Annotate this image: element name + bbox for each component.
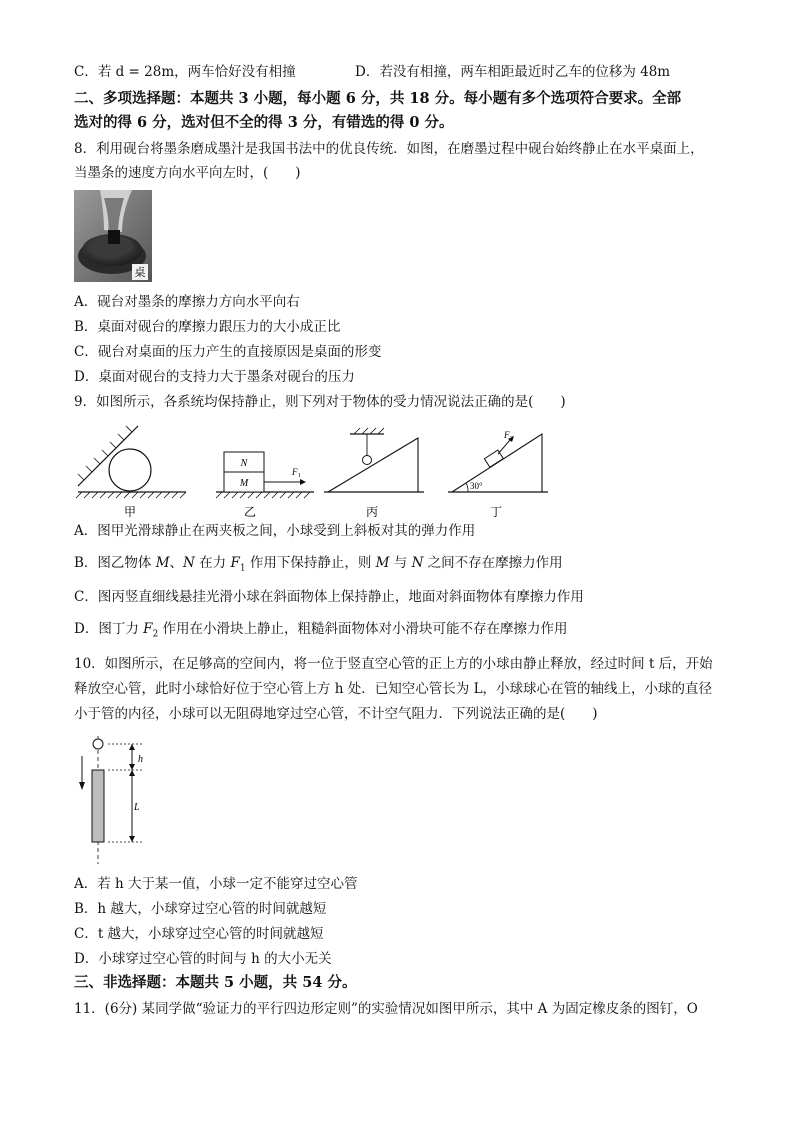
angle-label: 30° bbox=[470, 481, 483, 491]
q8-option-d: D．桌面对砚台的支持力大于墨条对砚台的压力 bbox=[74, 369, 355, 385]
block-m-label: M bbox=[239, 478, 249, 489]
q9-b-var: N bbox=[411, 555, 424, 571]
q9-d-sub: 2 bbox=[152, 629, 159, 640]
q9-b-var: M bbox=[155, 555, 170, 571]
q9-b-var: F bbox=[230, 555, 240, 571]
q9-b-var: M bbox=[375, 555, 390, 571]
q9-figures bbox=[74, 420, 554, 520]
q9-d-text: D．图丁力 bbox=[74, 621, 144, 637]
q9-stem: 9．如图所示，各系统均保持静止，则下列对于物体的受力情况说法正确的是( ) bbox=[74, 394, 566, 410]
q10-stem-line2: 释放空心管，此时小球恰好位于空心管上方 h 处．已知空心管长为 L，小球球心在管的轴线上，小球的直径 bbox=[74, 681, 713, 697]
figure-label-bing: 丙 bbox=[365, 505, 379, 519]
section3-heading: 三、非选择题：本题共 5 小题，共 54 分。 bbox=[74, 974, 357, 991]
q9-b-text: 与 bbox=[389, 555, 412, 571]
q9-b-text: B．图乙物体 bbox=[74, 555, 156, 571]
q11-stem-line1: 11．(6分) 某同学做“验证力的平行四边形定则”的实验情况如图甲所示，其中 A 为固定橡皮条的图钉，O bbox=[74, 1001, 698, 1017]
q10-tube-diagram bbox=[74, 734, 164, 866]
figure-jia bbox=[76, 426, 186, 519]
label-h: h bbox=[138, 754, 143, 765]
section2-heading-line2: 选对的得 6 分，选对但不全的得 3 分，有错选的得 0 分。 bbox=[74, 114, 454, 131]
q10-option-b: B．h 越大，小球穿过空心管的时间就越短 bbox=[74, 901, 327, 917]
q7-option-d: D．若没有相撞，两车相距最近时乙车的位移为 48m bbox=[355, 64, 671, 80]
q10-stem-line3: 小于管的内径，小球可以无阻碍地穿过空心管，不计空气阻力．下列说法正确的是( ) bbox=[74, 706, 598, 722]
q9-option-c: C．图丙竖直细线悬挂光滑小球在斜面物体上保持静止，地面对斜面物体有摩擦力作用 bbox=[74, 589, 584, 605]
q8-option-a: A．砚台对墨条的摩擦力方向水平向右 bbox=[74, 294, 300, 310]
figure-label-yi: 乙 bbox=[243, 505, 257, 519]
q9-b-sub: 1 bbox=[239, 563, 246, 574]
q10-option-a: A．若 h 大于某一值，小球一定不能穿过空心管 bbox=[74, 876, 358, 892]
q9-option-b bbox=[74, 553, 563, 579]
force2-label: F bbox=[504, 430, 510, 440]
q9-b-text: 、 bbox=[169, 555, 184, 571]
force1-label: F bbox=[292, 467, 298, 477]
q10-option-d: D．小球穿过空心管的时间与 h 的大小无关 bbox=[74, 951, 332, 967]
q8-stem-line2: 当墨条的速度方向水平向左时，( ) bbox=[74, 165, 301, 181]
force1-sub: 1 bbox=[298, 473, 301, 479]
q8-stem-line1: 8．利用砚台将墨条磨成墨汁是我国书法中的优良传统．如图，在磨墨过程中砚台始终静止在水平桌面上， bbox=[74, 141, 704, 157]
q8-option-c: C．砚台对桌面的压力产生的直接原因是桌面的形变 bbox=[74, 344, 382, 360]
figure-label-jia: 甲 bbox=[123, 505, 137, 519]
q9-b-text: 之间不存在摩擦力作用 bbox=[423, 555, 563, 571]
force2-sub: 2 bbox=[510, 436, 513, 442]
q9-d-text: 作用在小滑块上静止，粗糙斜面物体对小滑块可能不存在摩擦力作用 bbox=[158, 621, 568, 637]
q9-option-d bbox=[74, 619, 568, 645]
q8-photo-label: 桌 bbox=[134, 267, 146, 279]
q8-inkstone-photo bbox=[74, 190, 152, 282]
q9-b-var: N bbox=[183, 555, 195, 571]
figure-ding bbox=[448, 430, 548, 519]
figure-yi bbox=[216, 452, 314, 519]
figure-label-ding: 丁 bbox=[489, 505, 503, 519]
q7-option-c: C．若 d = 28m，两车恰好没有相撞 bbox=[74, 64, 296, 80]
q9-option-a: A．图甲光滑球静止在两夹板之间，小球受到上斜板对其的弹力作用 bbox=[74, 523, 476, 539]
label-l: L bbox=[134, 802, 140, 813]
q10-option-c: C．t 越大，小球穿过空心管的时间就越短 bbox=[74, 926, 324, 942]
q8-option-b: B．桌面对砚台的摩擦力跟压力的大小成正比 bbox=[74, 319, 341, 335]
q9-b-text: 作用下保持静止，则 bbox=[245, 555, 376, 571]
q9-d-var: F bbox=[143, 621, 153, 637]
figure-bing bbox=[324, 428, 424, 519]
q9-b-text: 在力 bbox=[194, 555, 231, 571]
section2-heading-line1: 二、多项选择题：本题共 3 小题，每小题 6 分，共 18 分。每小题有多个选项符合要求。全部 bbox=[74, 90, 682, 107]
block-n-label: N bbox=[240, 458, 248, 469]
q10-stem-line1: 10．如图所示，在足够高的空间内，将一位于竖直空心管的正上方的小球由静止释放，经过时间 t 后，开始 bbox=[74, 656, 713, 672]
